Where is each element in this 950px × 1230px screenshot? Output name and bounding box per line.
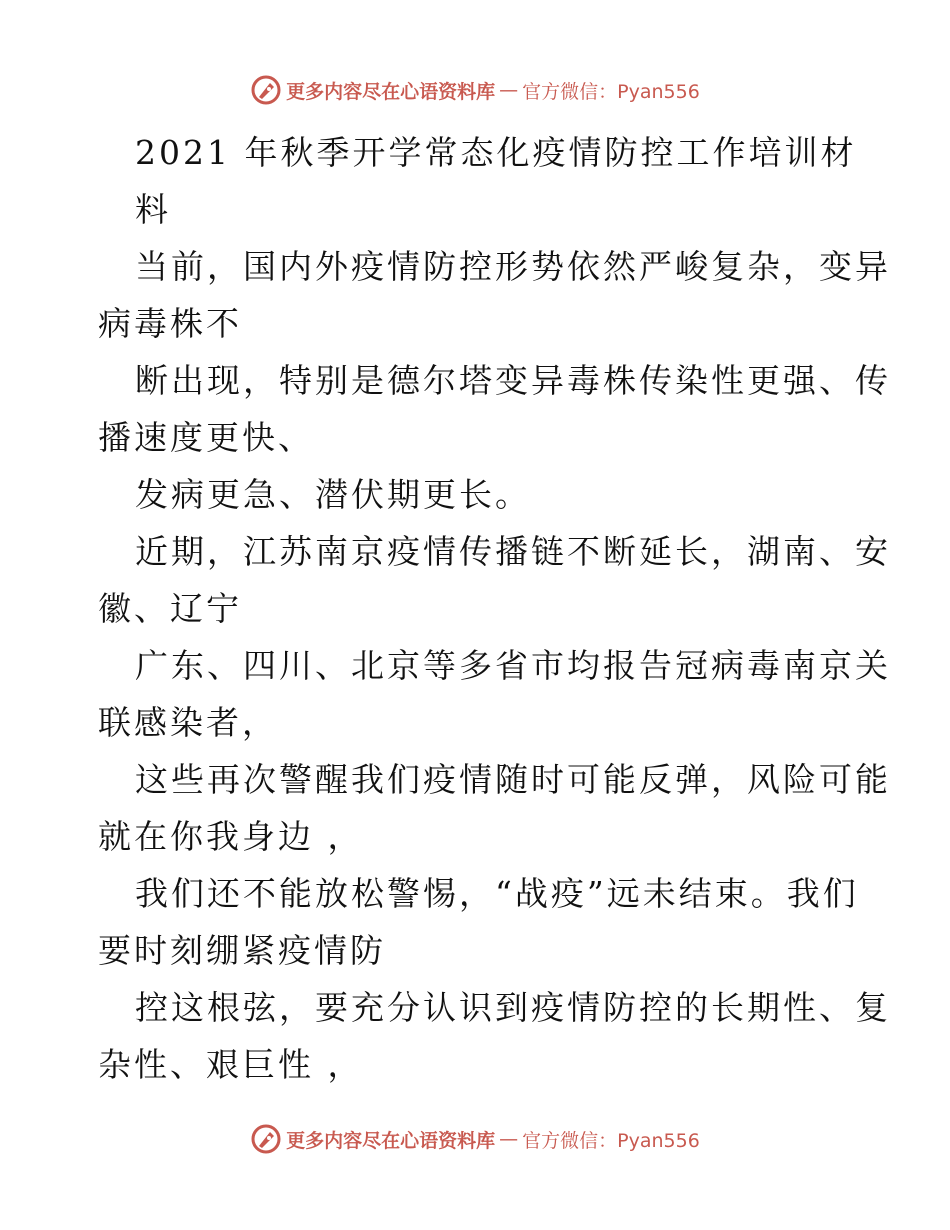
paragraph-line: 控这根弦，要充分认识到疫情防控的长期性、复 <box>135 988 891 1027</box>
banner-site-text: 更多内容尽在心语资料库 <box>286 80 496 103</box>
header-banner <box>0 73 950 107</box>
paragraph-line: 近期，江苏南京疫情传播链不断延长，湖南、安 <box>135 532 891 571</box>
paragraph-line: 这些再次警醒我们疫情随时可能反弹，风险可能 <box>135 760 891 799</box>
paragraph-line: 发病更急、潜伏期更长。 <box>135 475 531 514</box>
document-title-line: 料 <box>135 190 171 229</box>
document-body <box>98 124 891 1093</box>
banner-wechat-text: 官方微信：Pyan556 <box>522 1129 700 1152</box>
pen-nib-logo-icon <box>250 1123 282 1155</box>
paragraph-line: 病毒株不 <box>98 304 242 343</box>
paragraph-line: 杂性、艰巨性 ， <box>98 1045 364 1084</box>
paragraph-line: 要时刻绷紧疫情防 <box>98 931 386 970</box>
paragraph-line: 就在你我身边 ， <box>98 817 364 856</box>
paragraph-line: 播速度更快、 <box>98 418 314 457</box>
footer-banner <box>0 1122 950 1156</box>
paragraph-line: 断出现，特别是德尔塔变异毒株传染性更强、传 <box>135 361 891 400</box>
paragraph-line: 广东、四川、北京等多省市均报告冠病毒南京关 <box>135 646 891 685</box>
paragraph-line: 我们还不能放松警惕，“战疫”远未结束。我们 <box>135 874 859 913</box>
banner-wechat-text: 官方微信：Pyan556 <box>522 80 700 103</box>
banner-site-text: 更多内容尽在心语资料库 <box>286 1129 496 1152</box>
document-title-line: 2021 年秋季开学常态化疫情防控工作培训材 <box>135 133 857 172</box>
paragraph-line: 徽、辽宁 <box>98 589 242 628</box>
paragraph-line: 联感染者， <box>98 703 278 742</box>
banner-separator: — <box>499 1128 519 1150</box>
banner-separator: — <box>499 79 519 101</box>
paragraph-line: 当前，国内外疫情防控形势依然严峻复杂，变异 <box>135 247 891 286</box>
pen-nib-logo-icon <box>250 74 282 106</box>
